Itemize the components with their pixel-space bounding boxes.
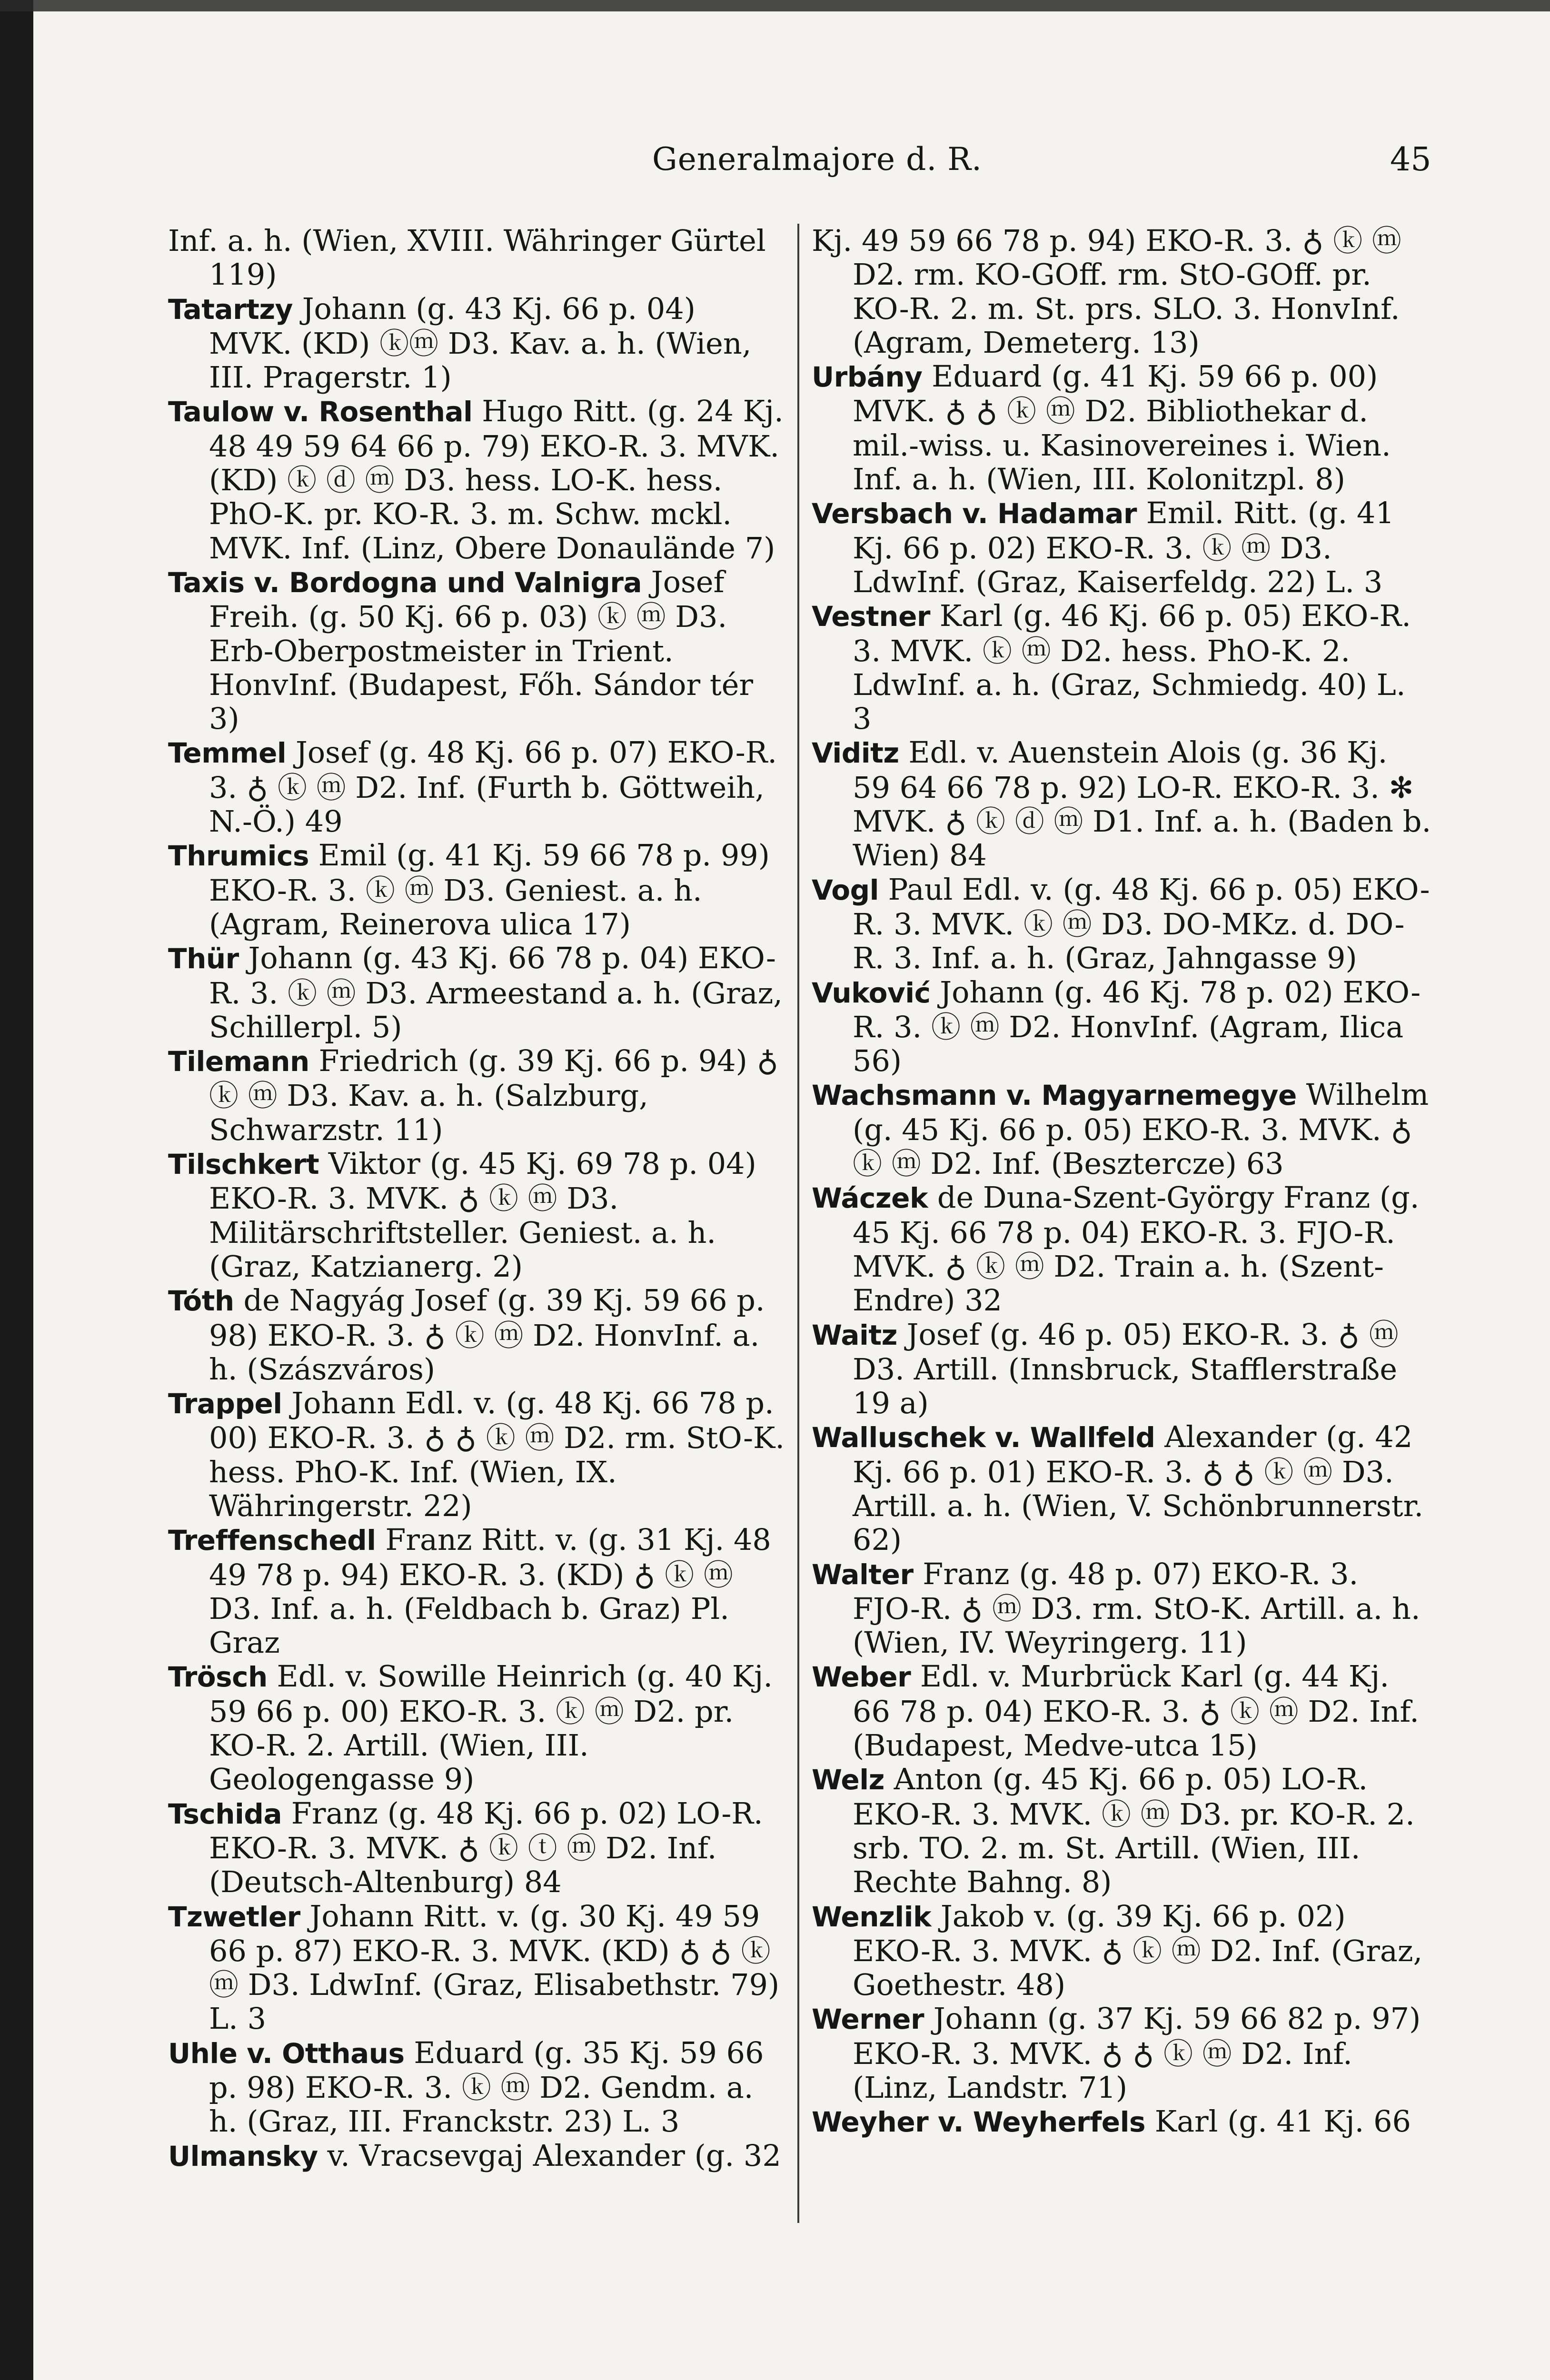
entry-surname: Taxis v. Bordogna und Valnigra — [168, 566, 642, 599]
entry-details: Viktor (g. 45 Kj. 69 78 p. 04) EKO-R. 3. MVK. ♁ ⓚ ⓜ D3. Militärschriftsteller. Geniest. a. h. (Graz, Katzianerg. 2) — [209, 1146, 756, 1284]
entry-surname: Ulmansky — [168, 2140, 318, 2172]
right-column — [812, 224, 1433, 2230]
directory-entry — [812, 975, 1433, 1078]
entry-surname: Weyher v. Weyherfels — [812, 2106, 1146, 2139]
directory-entry — [168, 1147, 787, 1283]
directory-entry — [812, 2104, 1433, 2139]
entry-details: Wilhelm (g. 45 Kj. 66 p. 05) EKO-R. 3. MVK. ♁ ⓚ ⓜ D2. Inf. (Besztercze) 63 — [853, 1077, 1429, 1181]
entry-surname: Tschida — [168, 1797, 282, 1830]
entry-details: Johann (g. 43 Kj. 66 78 p. 04) EKO-R. 3. ⓚ ⓜ D3. Armeestand a. h. (Graz, Schillerpl. 5) — [209, 941, 783, 1044]
entry-details: Johann Ritt. v. (g. 30 Kj. 49 59 66 p. 87) EKO-R. 3. MVK. (KD) ♁ ♁ ⓚ ⓜ D3. LdwInf. (Graz, Elisabethstr. 79) L. 3 — [209, 1898, 780, 2036]
entry-surname: Temmel — [168, 737, 287, 770]
entry-details: de Duna-Szent-György Franz (g. 45 Kj. 66 78 p. 04) EKO-R. 3. FJO-R. MVK. ♁ ⓚ ⓜ D2. Train a. h. (Szent-Endre) 32 — [853, 1180, 1420, 1318]
entry-details: Josef (g. 48 Kj. 66 p. 07) EKO-R. 3. ♁ ⓚ ⓜ D2. Inf. (Furth b. Göttweih, N.-Ö.) 49 — [209, 735, 777, 839]
scan-border-top — [0, 0, 1550, 11]
directory-entry — [812, 1557, 1433, 1660]
directory-entry — [812, 2002, 1433, 2104]
entry-details: v. Vracsevgaj Alexander (g. 32 — [318, 2138, 781, 2173]
directory-entry — [168, 565, 787, 735]
entry-surname: Tatartzy — [168, 293, 293, 326]
entry-details: Johann (g. 37 Kj. 59 66 82 p. 97) EKO-R. 3. MVK. ♁ ♁ ⓚ ⓜ D2. Inf. (Linz, Landstr. 71) — [853, 2001, 1421, 2105]
page-number: 45 — [1390, 141, 1431, 178]
entry-details: Jakob v. (g. 39 Kj. 66 p. 02) EKO-R. 3. MVK. ♁ ⓚ ⓜ D2. Inf. (Graz, Goethestr. 48) — [853, 1898, 1423, 2003]
entry-surname: Vestner — [812, 600, 931, 633]
directory-entry — [812, 873, 1433, 975]
entry-surname: Trösch — [168, 1661, 268, 1694]
entry-surname: Walluschek v. Wallfeld — [812, 1421, 1155, 1454]
entry-details: Johann (g. 46 Kj. 78 p. 02) EKO-R. 3. ⓚ ⓜ D2. HonvInf. (Agram, Ilica 56) — [853, 974, 1421, 1079]
entry-surname: Uhle v. Otthaus — [168, 2037, 405, 2070]
entry-surname: Wenzlik — [812, 1900, 932, 1933]
entry-surname: Viditz — [812, 737, 899, 770]
entry-surname: Treffenschedl — [168, 1524, 376, 1557]
entry-surname: Wáczek — [812, 1182, 928, 1215]
entry-surname: Werner — [812, 2003, 924, 2036]
entry-surname: Versbach v. Hadamar — [812, 497, 1137, 530]
directory-entry — [168, 2139, 787, 2173]
entry-surname: Walter — [812, 1558, 914, 1591]
entry-surname: Waitz — [812, 1319, 897, 1351]
left-column — [168, 224, 787, 2230]
entry-surname: Vogl — [812, 873, 879, 906]
running-head: Generalmajore d. R. — [652, 141, 982, 178]
entry-details: Hugo Ritt. (g. 24 Kj. 48 49 59 64 66 p. 79) EKO-R. 3. MVK. (KD) ⓚ ⓓ ⓜ D3. hess. LO-K. hess. PhO-K. pr. KO-R. 3. m. Schw. mckl. MVK. Inf. (Linz, Obere Donaulände 7) — [209, 394, 784, 565]
directory-entry — [168, 1044, 787, 1147]
entry-details: Eduard (g. 41 Kj. 59 66 p. 00) MVK. ♁ ♁ ⓚ ⓜ D2. Bibliothekar d. mil.-wiss. u. Kasinovereines i. Wien. Inf. a. h. (Wien, III. Kolonitzpl. 8) — [853, 359, 1391, 497]
entry-surname: Vuković — [812, 976, 931, 1009]
entry-details: Johann Edl. v. (g. 48 Kj. 66 78 p. 00) EKO-R. 3. ♁ ♁ ⓚ ⓜ D2. rm. StO-K. hess. PhO-K. Inf. (Wien, IX. Währingerstr. 22) — [209, 1386, 785, 1523]
entry-details: de Nagyág Josef (g. 39 Kj. 59 66 p. 98) EKO-R. 3. ♁ ⓚ ⓜ D2. HonvInf. a. h. (Szászváros) — [209, 1283, 765, 1387]
directory-entry — [168, 1796, 787, 1899]
entry-details: Kj. 49 59 66 78 p. 94) EKO-R. 3. ♁ ⓚ ⓜ D2. rm. KO-GOff. rm. StO-GOff. pr. KO-R. 2. m. St. prs. SLO. 3. HonvInf. (Agram, Demeterg. 13) — [812, 224, 1401, 360]
directory-entry — [812, 1078, 1433, 1180]
entry-details: Edl. v. Murbrück Karl (g. 44 Kj. 66 78 p. 04) EKO-R. 3. ♁ ⓚ ⓜ D2. Inf. (Budapest, Medve-utca 15) — [853, 1659, 1419, 1763]
directory-entry — [168, 1283, 787, 1386]
entry-details: Johann (g. 43 Kj. 66 p. 04) MVK. (KD) ⓚⓜ D3. Kav. a. h. (Wien, III. Pragerstr. 1) — [209, 291, 752, 395]
entry-details: Paul Edl. v. (g. 48 Kj. 66 p. 05) EKO-R. 3. MVK. ⓚ ⓜ D3. DO-MKz. d. DO-R. 3. Inf. a. h. (Graz, Jahngasse 9) — [853, 872, 1430, 976]
entry-details: Edl. v. Auenstein Alois (g. 36 Kj. 59 64 66 78 p. 92) LO-R. EKO-R. 3. ✻ MVK. ♁ ⓚ ⓓ ⓜ D1. Inf. a. h. (Baden b. Wien) 84 — [853, 735, 1431, 873]
directory-entry — [812, 735, 1433, 872]
entry-details: Edl. v. Sowille Heinrich (g. 40 Kj. 59 66 p. 00) EKO-R. 3. ⓚ ⓜ D2. pr. KO-R. 2. Artill. (Wien, III. Geologengasse 9) — [209, 1659, 773, 1797]
directory-entry — [812, 1180, 1433, 1317]
directory-entry — [168, 735, 787, 838]
directory-entry — [168, 394, 787, 565]
directory-entry — [168, 224, 787, 292]
directory-entry — [812, 1420, 1433, 1557]
entry-details: Josef Freih. (g. 50 Kj. 66 p. 03) ⓚ ⓜ D3. Erb-Oberpostmeister in Trient. HonvInf. (Budapest, Főh. Sándor tér 3) — [209, 564, 754, 736]
entry-surname: Weber — [812, 1661, 911, 1694]
entry-surname: Tóth — [168, 1285, 234, 1318]
entry-surname: Tzwetler — [168, 1900, 300, 1933]
directory-entry — [168, 292, 787, 395]
entry-details: Franz Ritt. v. (g. 31 Kj. 48 49 78 p. 94) EKO-R. 3. (KD) ♁ ⓚ ⓜ D3. Inf. a. h. (Feldbach b. Graz) Pl. Graz — [209, 1522, 771, 1660]
entry-details: Anton (g. 45 Kj. 66 p. 05) LO-R. EKO-R. 3. MVK. ⓚ ⓜ D3. pr. KO-R. 2. srb. TO. 2. m. St. Artill. (Wien, III. Rechte Bahng. 8) — [853, 1762, 1415, 1900]
entry-surname: Tilschkert — [168, 1148, 319, 1181]
scan-border-left — [0, 0, 33, 2380]
directory-entry — [812, 599, 1433, 735]
entry-surname: Taulow v. Rosenthal — [168, 396, 473, 428]
entry-surname: Welz — [812, 1764, 884, 1796]
directory-entry — [168, 1523, 787, 1659]
directory-entry — [168, 1899, 787, 2036]
column-divider — [797, 224, 799, 2223]
directory-entry — [168, 838, 787, 941]
entry-surname: Trappel — [168, 1388, 282, 1420]
entry-surname: Urbány — [812, 361, 923, 394]
entry-surname: Thür — [168, 942, 239, 975]
entry-details: Karl (g. 46 Kj. 66 p. 05) EKO-R. 3. MVK. ⓚ ⓜ D2. hess. PhO-K. 2. LdwInf. a. h. (Graz, Schmiedg. 40) L. 3 — [853, 598, 1411, 736]
directory-entry — [812, 1762, 1433, 1899]
entry-surname: Tilemann — [168, 1045, 309, 1078]
directory-entry — [812, 224, 1433, 359]
entry-details: Franz (g. 48 Kj. 66 p. 02) LO-R. EKO-R. 3. MVK. ♁ ⓚ ⓣ ⓜ D2. Inf. (Deutsch-Altenburg) 84 — [209, 1795, 763, 1900]
directory-entry — [812, 1659, 1433, 1762]
directory-entry — [812, 496, 1433, 599]
directory-entry — [812, 1899, 1433, 2002]
entry-surname: Wachsmann v. Magyarnemegye — [812, 1079, 1297, 1112]
entry-surname: Thrumics — [168, 840, 309, 873]
directory-entry — [168, 941, 787, 1044]
entry-details: Emil. Ritt. (g. 41 Kj. 66 p. 02) EKO-R. 3. ⓚ ⓜ D3. LdwInf. (Graz, Kaiserfeldg. 22) L. 3 — [853, 496, 1394, 599]
directory-entry — [168, 1659, 787, 1796]
entry-details: Friedrich (g. 39 Kj. 66 p. 94) ♁ ⓚ ⓜ D3. Kav. a. h. (Salzburg, Schwarzstr. 11) — [209, 1043, 778, 1147]
directory-entry — [812, 1318, 1433, 1420]
entry-details: Eduard (g. 35 Kj. 59 66 p. 98) EKO-R. 3. ⓚ ⓜ D2. Gendm. a. h. (Graz, III. Franckstr. 23) L. 3 — [209, 2035, 764, 2139]
directory-entry — [168, 2036, 787, 2139]
entry-details: Alexander (g. 42 Kj. 66 p. 01) EKO-R. 3. ♁ ♁ ⓚ ⓜ D3. Artill. a. h. (Wien, V. Schönbrunnerstr. 62) — [853, 1419, 1424, 1557]
entry-details: Karl (g. 41 Kj. 66 — [1145, 2104, 1411, 2139]
entry-details: Emil (g. 41 Kj. 59 66 78 p. 99) EKO-R. 3. ⓚ ⓜ D3. Geniest. a. h. (Agram, Reinerova ulica 17) — [209, 838, 770, 942]
page-header — [0, 141, 1550, 198]
directory-entry — [812, 359, 1433, 496]
entry-details: Inf. a. h. (Wien, XVIII. Währinger Gürtel 119) — [168, 224, 766, 292]
entry-details: Josef (g. 46 p. 05) EKO-R. 3. ♁ ⓜ D3. Artill. (Innsbruck, Stafflerstraße 19 a) — [853, 1317, 1399, 1421]
directory-entry — [168, 1386, 787, 1523]
entry-details: Franz (g. 48 p. 07) EKO-R. 3. FJO-R. ♁ ⓜ D3. rm. StO-K. Artill. a. h. (Wien, IV. Weyringerg. 11) — [853, 1556, 1421, 1660]
